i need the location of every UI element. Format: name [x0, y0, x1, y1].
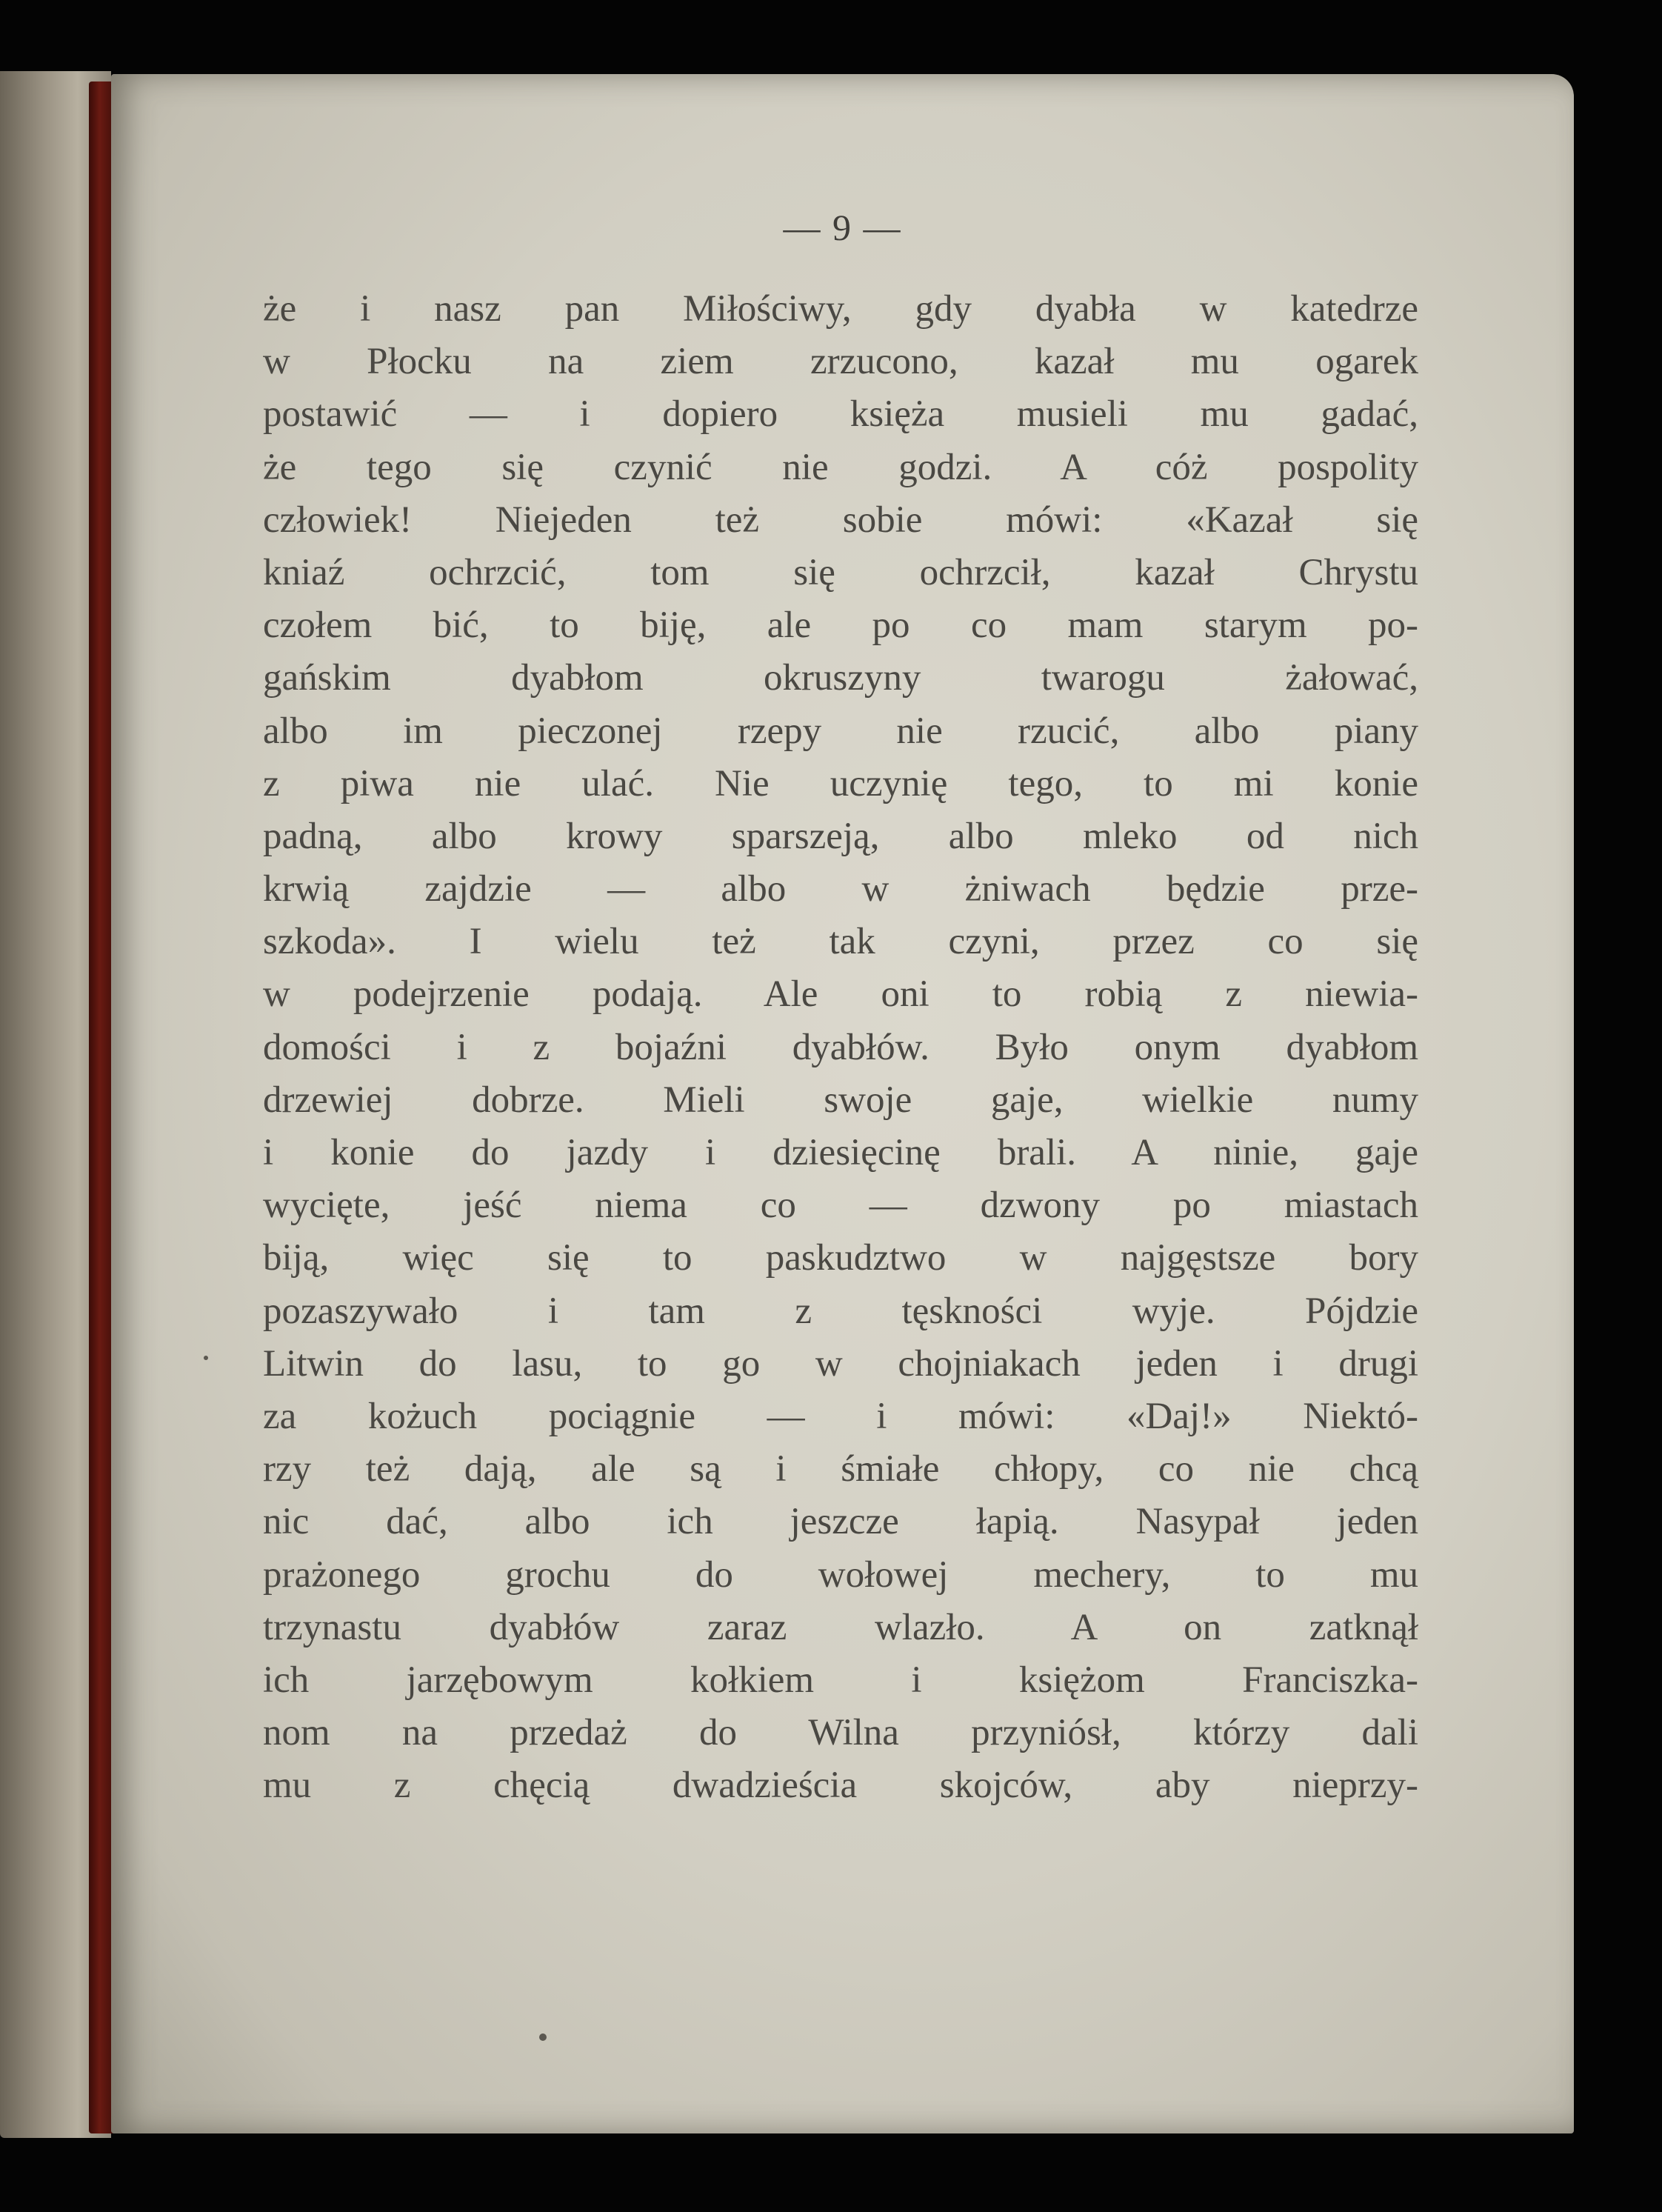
text-line: kniaź ochrzcić, tom się ochrzcił, kazał Chrystu — [263, 551, 1418, 593]
text-line: że i nasz pan Miłościwy, gdy dyabła w katedrze — [263, 288, 1418, 330]
text-line: w Płocku na ziem zrzucono, kazał mu ogarek — [263, 341, 1418, 383]
text-line: i konie do jazdy i dziesięcinę brali. A ninie, gaje — [263, 1132, 1418, 1173]
text-line: albo im pieczonej rzepy nie rzucić, albo piany — [263, 710, 1418, 752]
text-line: postawić — i dopiero księża musieli mu gadać, — [263, 393, 1418, 436]
text-line: ich jarzębowym kołkiem i księżom Franciszka- — [263, 1659, 1418, 1701]
text-line: domości i z bojaźni dyabłów. Było onym dyabłom — [263, 1026, 1418, 1068]
text-line: w podejrzenie podają. Ale oni to robią z niewia- — [263, 973, 1418, 1016]
text-line: z piwa nie ulać. Nie uczynię tego, to mi konie — [263, 762, 1418, 804]
text-line: że tego się czynić nie godzi. A cóż pospolity — [263, 446, 1418, 488]
text-line: prażonego grochu do wołowej mechery, to mu — [263, 1553, 1418, 1596]
text-line: nic dać, albo ich jeszcze łapią. Nasypał jeden — [263, 1501, 1418, 1543]
ink-speck — [539, 2033, 547, 2041]
book-page — [111, 74, 1574, 2133]
text-line: krwią zajdzie — albo w żniwach będzie prze- — [263, 868, 1418, 910]
text-line: biją, więc się to paskudztwo w najgęstsze bory — [263, 1237, 1418, 1279]
text-line: człowiek! Niejeden też sobie mówi: «Kazał się — [263, 499, 1418, 541]
page-body-text — [263, 283, 1418, 1812]
ink-speck — [204, 1356, 208, 1360]
text-line: za kożuch pociągnie — i mówi: «Daj!» Niektó- — [263, 1395, 1418, 1437]
text-line: szkoda». I wielu też tak czyni, przez co się — [263, 921, 1418, 963]
text-line: padną, albo krowy sparszeją, albo mleko od nich — [263, 815, 1418, 857]
page-number: — 9 — — [783, 207, 902, 248]
text-line: trzynastu dyabłów zaraz wlazło. A on zatknął — [263, 1606, 1418, 1648]
text-line: nom na przedaż do Wilna przyniósł, którzy dali — [263, 1712, 1418, 1754]
text-line: mu z chęcią dwadzieścia skojców, aby nieprzy- — [263, 1765, 1418, 1807]
text-line: wycięte, jeść niema co — dzwony po miastach — [263, 1185, 1418, 1227]
text-line: gańskim dyabłom okruszyny twarogu żałować, — [263, 657, 1418, 699]
text-line: czołem bić, to biję, ale po co mam starym po- — [263, 604, 1418, 647]
text-line: drzewiej dobrze. Mieli swoje gaje, wielkie numy — [263, 1079, 1418, 1121]
text-line: Litwin do lasu, to go w chojniakach jeden i drugi — [263, 1342, 1418, 1385]
text-line: pozaszywało i tam z tęskności wyje. Pójdzie — [263, 1290, 1418, 1332]
text-line: rzy też dają, ale są i śmiałe chłopy, co nie chcą — [263, 1448, 1418, 1490]
